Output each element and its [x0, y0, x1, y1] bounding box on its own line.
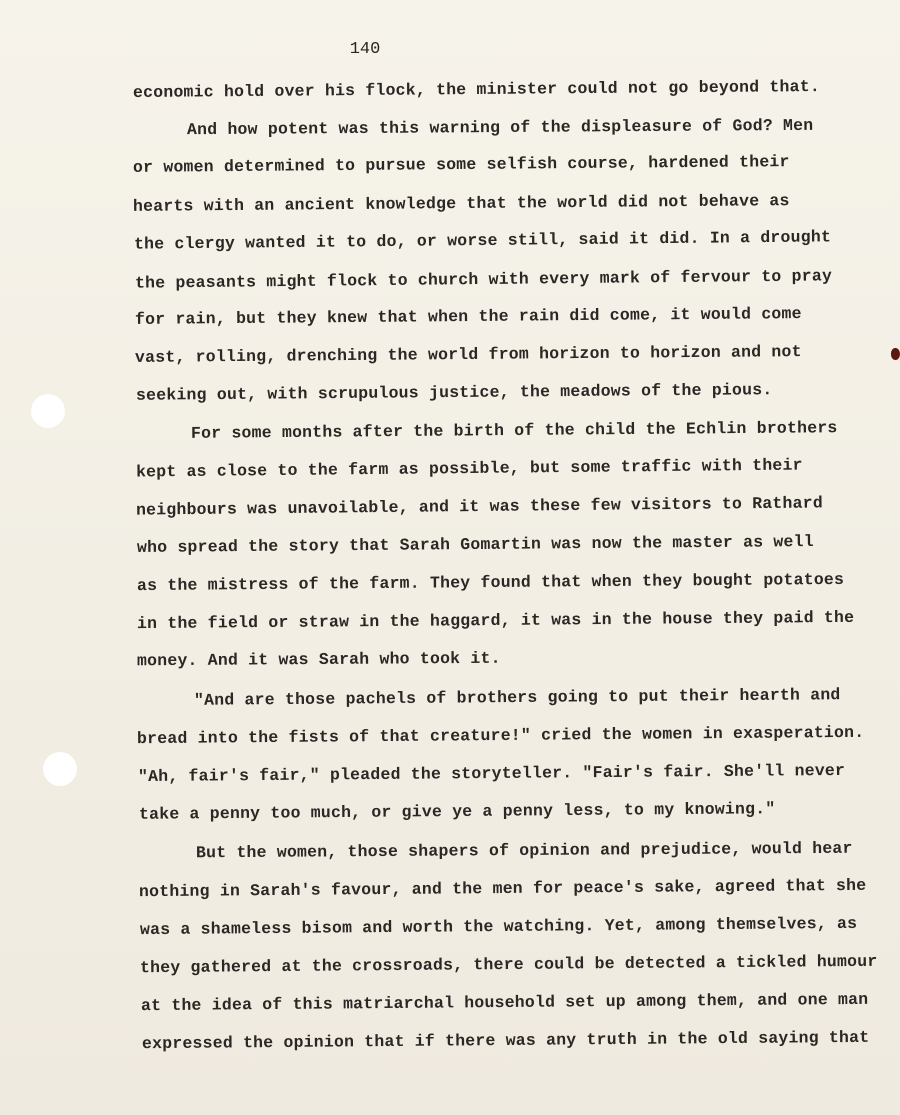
punch-hole: [43, 752, 77, 786]
text-line: "Ah, fair's fair," pleaded the storyteller. "Fair's fair. She'll never: [137, 760, 846, 787]
text-line: they gathered at the crossroads, there could be detected a tickled humour: [139, 951, 878, 978]
text-line: nothing in Sarah's favour, and the men for peace's sake, agreed that she: [138, 875, 867, 902]
text-line: economic hold over his flock, the minister could not go beyond that.: [132, 77, 820, 102]
text-line: for rain, but they knew that when the rain did come, it would come: [134, 304, 802, 329]
text-line: vast, rolling, drenching the world from horizon to horizon and not: [134, 342, 802, 367]
text-line: money. And it was Sarah who took it.: [136, 648, 501, 671]
text-line: bread into the fists of that creature!" cried the women in exasperation.: [136, 722, 865, 749]
text-line: neighbours was unavoilable, and it was these few visitors to Rathard: [135, 493, 824, 520]
punch-hole: [31, 394, 65, 428]
text-line: at the idea of this matriarchal household set up among them, and one man: [140, 989, 869, 1016]
text-line: kept as close to the farm as possible, but some traffic with their: [135, 455, 803, 482]
text-line: "And are those pachels of brothers going to put their hearth and: [193, 685, 841, 710]
page-number: 140: [349, 40, 381, 59]
text-line: the clergy wanted it to do, or worse still, said it did. In a drought: [133, 227, 832, 254]
text-line: hearts with an ancient knowledge that the world did not behave as: [132, 191, 790, 216]
text-line: was a shameless bisom and worth the watching. Yet, among themselves, as: [139, 913, 858, 940]
text-line: expressed the opinion that if there was any truth in the old saying that: [141, 1027, 870, 1054]
text-line: seeking out, with scrupulous justice, the meadows of the pious.: [135, 380, 773, 405]
ink-mark: [891, 348, 900, 360]
text-line: And how potent was this warning of the displeasure of God? Men: [186, 115, 814, 140]
text-line: in the field or straw in the haggard, it was in the house they paid the: [136, 607, 855, 634]
text-line: For some months after the birth of the child the Echlin brothers: [190, 418, 838, 443]
text-line: But the women, those shapers of opinion and prejudice, would hear: [195, 838, 853, 863]
text-line: or women determined to pursue some selfish course, hardened their: [132, 152, 790, 177]
text-line: take a penny too much, or give ye a penny less, to my knowing.": [138, 799, 776, 824]
text-line: the peasants might flock to church with every mark of fervour to pray: [134, 266, 833, 293]
text-line: who spread the story that Sarah Gomartin was now the master as well: [136, 532, 814, 557]
text-line: as the mistress of the farm. They found that when they bought potatoes: [136, 569, 845, 596]
